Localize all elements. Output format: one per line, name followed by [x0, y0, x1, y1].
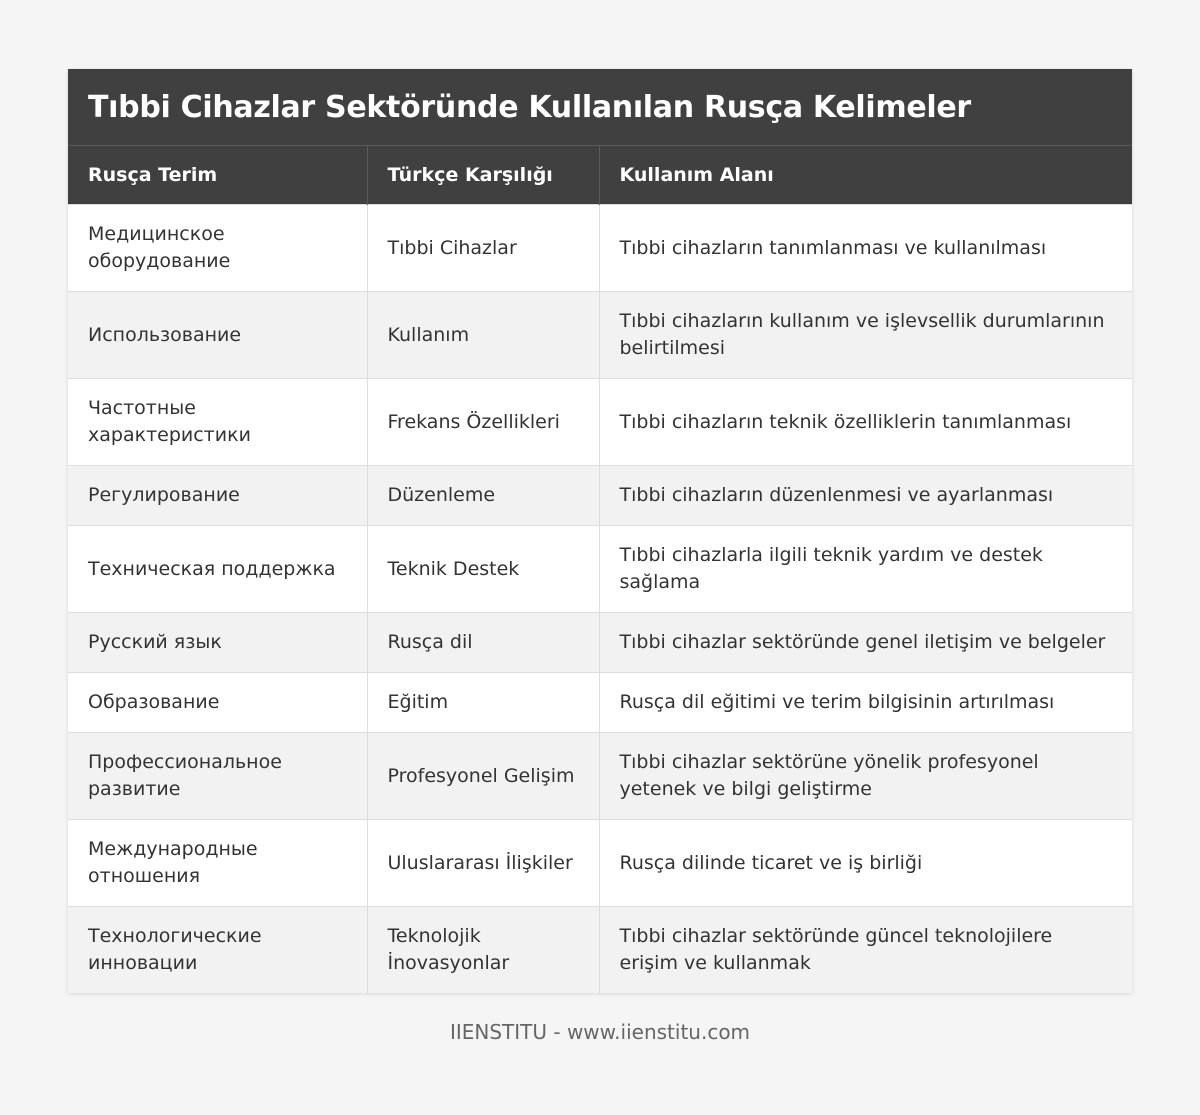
usage-area-cell: Tıbbi cihazların tanımlanması ve kullanılması [599, 205, 1132, 292]
russian-term-cell: Медицинское оборудование [68, 205, 367, 292]
table-row [68, 292, 1132, 379]
turkish-equivalent-cell: Tıbbi Cihazlar [367, 205, 599, 292]
usage-area-cell: Tıbbi cihazlar sektörüne yönelik profesyonel yetenek ve bilgi geliştirme [599, 733, 1132, 820]
usage-area-cell: Tıbbi cihazlar sektöründe genel iletişim ve belgeler [599, 613, 1132, 673]
usage-area-cell: Rusça dil eğitimi ve terim bilgisinin artırılması [599, 673, 1132, 733]
russian-term-cell: Технологические инновации [68, 907, 367, 994]
usage-area-cell: Tıbbi cihazlarla ilgili teknik yardım ve destek sağlama [599, 526, 1132, 613]
table-row [68, 673, 1132, 733]
turkish-equivalent-cell: Profesyonel Gelişim [367, 733, 599, 820]
turkish-equivalent-cell: Düzenleme [367, 466, 599, 526]
russian-term-cell: Русский язык [68, 613, 367, 673]
title-bar [68, 69, 1132, 145]
russian-term-cell: Использование [68, 292, 367, 379]
page-title: Tıbbi Cihazlar Sektöründe Kullanılan Rusça Kelimeler [88, 89, 971, 125]
usage-area-cell: Rusça dilinde ticaret ve iş birliği [599, 820, 1132, 907]
turkish-equivalent-cell: Uluslararası İlişkiler [367, 820, 599, 907]
table-row [68, 526, 1132, 613]
table-row [68, 907, 1132, 994]
turkish-equivalent-cell: Kullanım [367, 292, 599, 379]
column-header-usage-area: Kullanım Alanı [599, 146, 1132, 205]
russian-term-cell: Образование [68, 673, 367, 733]
russian-term-cell: Частотные характеристики [68, 379, 367, 466]
header-row [68, 146, 1132, 205]
turkish-equivalent-cell: Teknik Destek [367, 526, 599, 613]
table-row [68, 379, 1132, 466]
usage-area-cell: Tıbbi cihazların kullanım ve işlevsellik durumlarının belirtilmesi [599, 292, 1132, 379]
footer-credit: IIENSTITU - www.iienstitu.com [449, 1020, 751, 1044]
turkish-equivalent-cell: Teknolojik İnovasyonlar [367, 907, 599, 994]
table-row [68, 613, 1132, 673]
russian-term-cell: Регулирование [68, 466, 367, 526]
table-row [68, 820, 1132, 907]
russian-term-cell: Профессиональное развитие [68, 733, 367, 820]
usage-area-cell: Tıbbi cihazların teknik özelliklerin tanımlanması [599, 379, 1132, 466]
usage-area-cell: Tıbbi cihazlar sektöründe güncel teknolojilere erişim ve kullanmak [599, 907, 1132, 994]
column-header-russian-term: Rusça Terim [68, 146, 367, 205]
table-card [68, 69, 1132, 993]
turkish-equivalent-cell: Rusça dil [367, 613, 599, 673]
russian-term-cell: Техническая поддержка [68, 526, 367, 613]
terms-table [68, 145, 1132, 993]
column-header-turkish-equivalent: Türkçe Karşılığı [367, 146, 599, 205]
turkish-equivalent-cell: Frekans Özellikleri [367, 379, 599, 466]
table-row [68, 205, 1132, 292]
table-body [68, 205, 1132, 994]
russian-term-cell: Международные отношения [68, 820, 367, 907]
table-row [68, 733, 1132, 820]
turkish-equivalent-cell: Eğitim [367, 673, 599, 733]
usage-area-cell: Tıbbi cihazların düzenlenmesi ve ayarlanması [599, 466, 1132, 526]
table-header [68, 146, 1132, 205]
table-row [68, 466, 1132, 526]
